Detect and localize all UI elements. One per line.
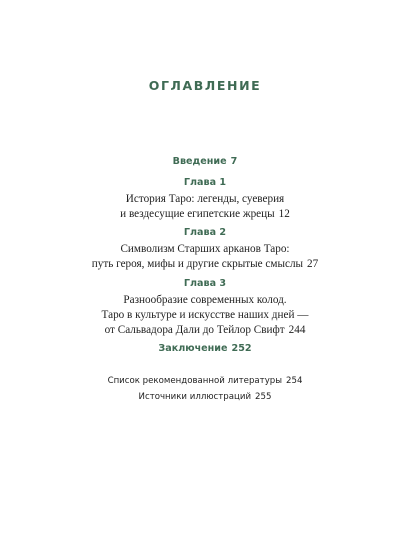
chapter-title-line: Символизм Старших арканов Таро: [120,243,290,255]
toc-entry-chapter-1[interactable] [0,208,410,220]
chapter-title-line: Разнообразие современных колод. [123,294,287,306]
toc-entry-conclusion[interactable] [0,343,410,354]
toc-entry-bibliography[interactable] [0,376,410,386]
toc-entry-illustration-sources[interactable] [0,392,410,402]
chapter-title-line: Таро в культуре и искусстве наших дней — [101,309,309,321]
toc-entry-label: Введение [172,156,227,167]
chapter-heading: Глава 1 [183,177,227,188]
page-title: ОГЛАВЛЕНИЕ [148,78,262,93]
chapter-title-line: путь героя, мифы и другие скрытые смыслы [91,258,304,270]
toc-entry-label: Источники иллюстраций [138,392,252,402]
chapter-heading: Глава 2 [183,227,227,238]
chapter-heading: Глава 3 [183,278,227,289]
toc-entry-label: Список рекомендованной литературы [107,376,283,386]
toc-entry-chapter-2[interactable] [0,258,410,270]
toc-entry-chapter-3[interactable] [0,324,410,336]
toc-page-number: 7 [230,156,238,167]
chapter-title-line: от Сальвадора Дали до Тейлор Свифт [104,324,285,336]
chapter-title-line: История Таро: легенды, суеверия [125,193,285,205]
toc-page-number: 252 [231,343,252,354]
toc-page-number: 254 [286,376,303,386]
toc-entry-intro[interactable] [0,156,410,167]
toc-page-number: 244 [288,324,306,336]
toc-page-number: 12 [278,208,290,220]
chapter-title-line: и вездесущие египетские жрецы [120,208,275,220]
toc-page-number: 27 [307,258,319,270]
toc-entry-label: Заключение [158,343,228,354]
toc-page-number: 255 [255,392,272,402]
